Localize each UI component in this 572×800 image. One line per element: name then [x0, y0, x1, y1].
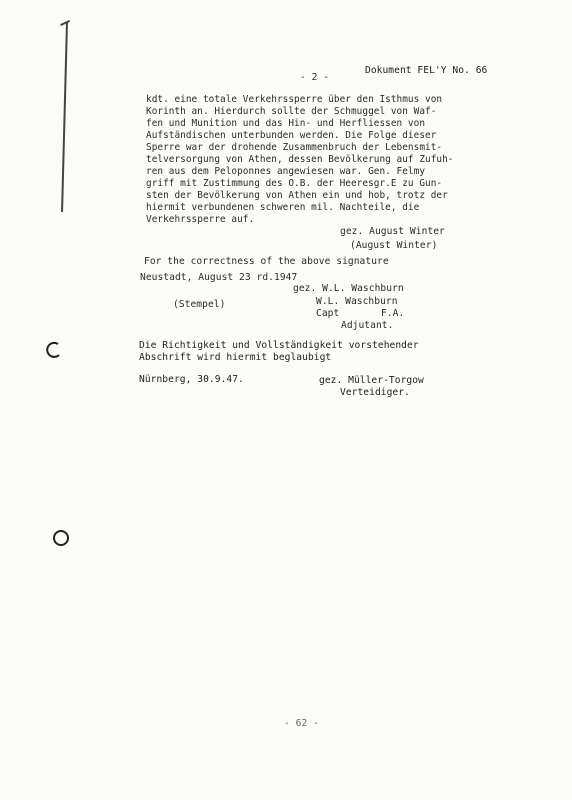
certifier-rank: Capt	[316, 308, 340, 319]
body-line: Aufständischen unterbunden werden. Die Folge dieser	[146, 130, 437, 141]
signature-gez-winter: gez. August Winter	[340, 226, 445, 237]
body-line: hiermit verbundenen schweren mil. Nachteile, die	[146, 202, 420, 213]
body-line: ren aus dem Peloponnes angewiesen war. Gen. Felmy	[146, 166, 426, 177]
punch-hole-icon	[44, 340, 64, 360]
body-line: Korinth an. Hierdurch sollte der Schmuggel von Waf-	[146, 106, 437, 117]
page-edge-mark	[61, 22, 67, 212]
stamp-placeholder: (Stempel)	[173, 299, 226, 310]
body-line: fen und Munition und das Hin- und Herfliessen von	[146, 118, 426, 129]
punch-hole-icon	[50, 527, 72, 549]
footer-page-stamp: - 62 -	[284, 718, 319, 729]
attestation-line: Abschrift wird hiermit beglaubigt	[139, 352, 332, 363]
attestation-signer: gez. Müller-Torgow	[319, 375, 424, 386]
attestation-place-date: Nürnberg, 30.9.47.	[139, 374, 244, 385]
page-number: - 2 -	[300, 72, 330, 83]
document-reference: Dokument FEL'Y No. 66	[365, 65, 488, 76]
certifier-role: Adjutant.	[341, 320, 394, 331]
certification-place-date: Neustadt, August 23 rd.1947	[140, 272, 298, 283]
attestation-role: Verteidiger.	[340, 387, 410, 398]
body-line: telversorgung von Athen, dessen Bevölkerung auf Zufuh-	[146, 154, 454, 165]
body-line: griff mit Zustimmung des O.B. der Heeresgr.E zu Gun-	[146, 178, 443, 189]
certifier-branch: F.A.	[381, 308, 405, 319]
body-line: sten der Bevölkerung von Athen ein und hob, trotz der	[146, 190, 448, 201]
certifier-gez: gez. W.L. Waschburn	[293, 283, 404, 294]
body-line: Sperre war der drohende Zusammenbruch der Lebensmit-	[146, 142, 443, 153]
body-line: Verkehrssperre auf.	[146, 214, 255, 225]
signature-name-winter: (August Winter)	[350, 240, 438, 251]
certification-statement: For the correctness of the above signature	[144, 256, 389, 267]
attestation-line: Die Richtigkeit und Vollständigkeit vorstehender	[139, 340, 419, 351]
certifier-name: W.L. Waschburn	[316, 296, 398, 307]
body-line: kdt. eine totale Verkehrssperre über den Isthmus von	[146, 94, 443, 105]
